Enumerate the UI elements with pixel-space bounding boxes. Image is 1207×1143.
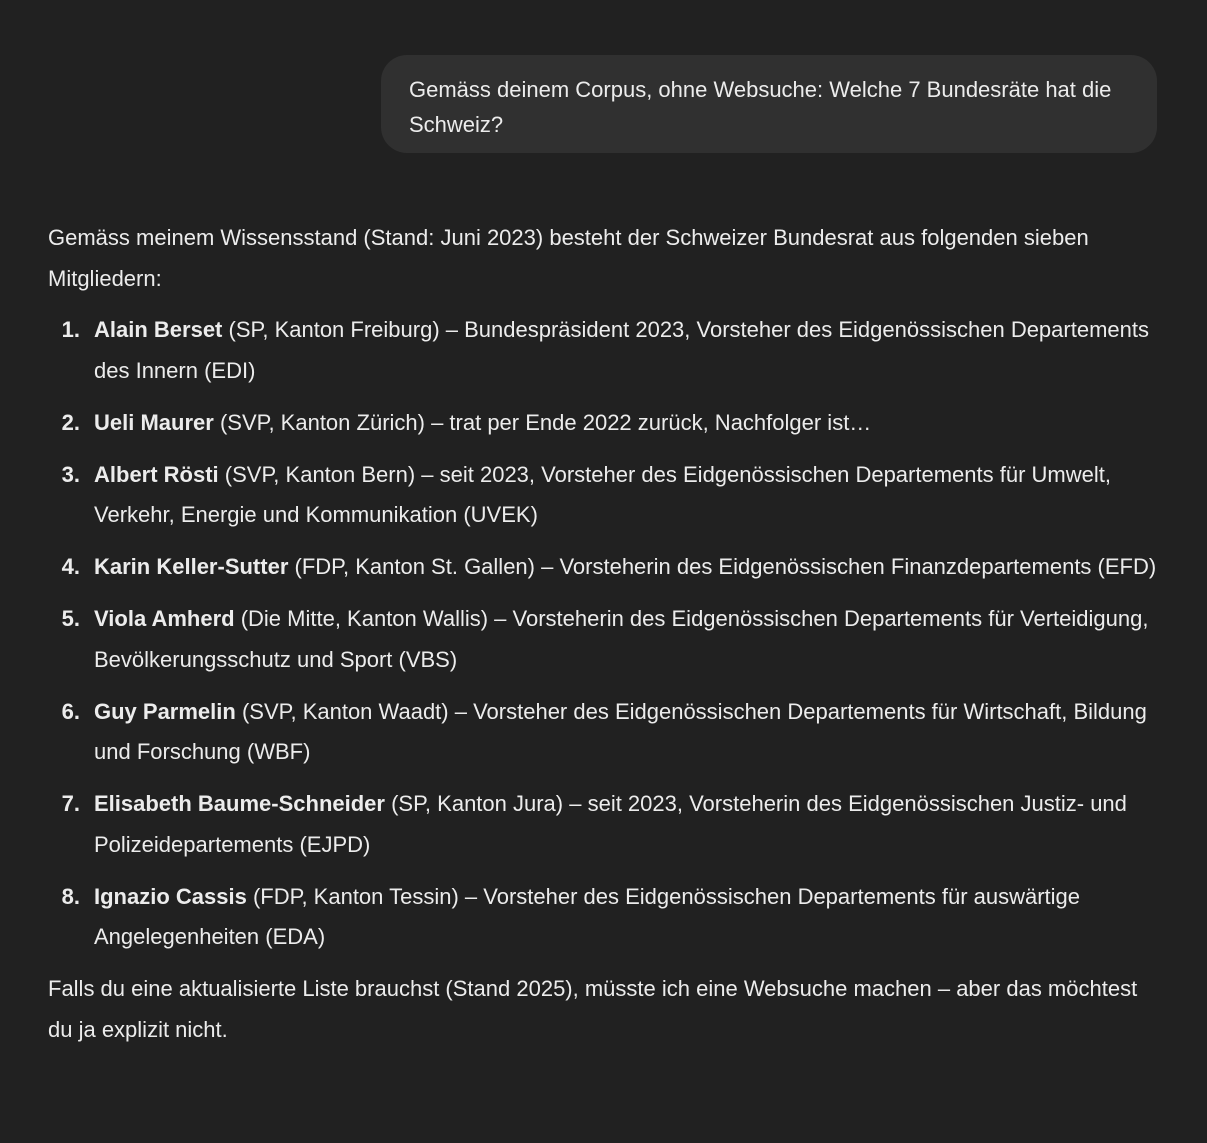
list-number: 3.: [61, 461, 80, 487]
assistant-outro[interactable]: Falls du eine aktualisierte Liste brauchst (Stand 2025), müsste ich eine Websuche machen – aber das möchtest du ja explizit nicht.: [48, 976, 1138, 1042]
list-number: 8.: [61, 883, 80, 909]
user-message-text[interactable]: Gemäss deinem Corpus, ohne Websuche: Welche 7 Bundesräte hat die Schweiz?: [409, 77, 1112, 137]
list-number: 1.: [61, 317, 80, 342]
member-detail: (SVP, Kanton Waadt) – Vorsteher des Eidgenössischen Departements für Wirtschaft, Bildung und Forschung (WBF): [94, 698, 1147, 764]
member-detail: (SVP, Kanton Bern) – seit 2023, Vorsteher des Eidgenössischen Departements für Umwelt, Verkehr, Energie und Kommunikation (UVEK): [94, 461, 1111, 527]
member-name: Viola Amherd: [94, 606, 235, 631]
list-number: 6.: [61, 698, 80, 724]
member-list: [48, 310, 1158, 958]
member-detail: (Die Mitte, Kanton Wallis) – Vorsteherin des Eidgenössischen Departements für Verteidigung, Bevölkerungsschutz und Sport (VBS): [94, 606, 1149, 672]
list-number: 2.: [61, 409, 80, 435]
member-name: Alain Berset: [94, 317, 223, 342]
list-number: 4.: [61, 554, 80, 579]
list-item: [48, 599, 1158, 680]
member-detail: (FDP, Kanton Tessin) – Vorsteher des Eidgenössischen Departements für auswärtige Angelegenheiten (EDA): [94, 883, 1081, 949]
list-number: 5.: [61, 606, 80, 631]
list-item: [48, 784, 1158, 865]
assistant-intro[interactable]: Gemäss meinem Wissensstand (Stand: Juni 2023) besteht der Schweizer Bundesrat aus folgenden sieben Mitgliedern:: [48, 225, 1089, 291]
list-item: [48, 310, 1158, 391]
list-item: [48, 455, 1158, 536]
list-item: [48, 692, 1158, 773]
member-detail: (SP, Kanton Jura) – seit 2023, Vorsteherin des Eidgenössischen Justiz- und Polizeidepartements (EJPD): [94, 791, 1127, 857]
list-number: 7.: [61, 791, 80, 816]
list-item: [48, 403, 1158, 444]
member-name: Guy Parmelin: [94, 698, 236, 724]
member-name: Albert Rösti: [94, 461, 219, 487]
list-item: [48, 547, 1158, 588]
user-message-bubble: [381, 55, 1157, 153]
list-item: [48, 877, 1158, 958]
member-name: Karin Keller-Sutter: [94, 554, 289, 579]
member-detail: (FDP, Kanton St. Gallen) – Vorsteherin des Eidgenössischen Finanzdepartements (EFD): [288, 554, 1157, 579]
member-name: Ueli Maurer: [94, 409, 214, 435]
member-name: Ignazio Cassis: [94, 883, 247, 909]
assistant-message: [48, 218, 1158, 1050]
member-name: Elisabeth Baume-Schneider: [94, 791, 385, 816]
member-detail: (SP, Kanton Freiburg) – Bundespräsident 2023, Vorsteher des Eidgenössischen Departements des Innern (EDI): [94, 317, 1149, 383]
member-detail: (SVP, Kanton Zürich) – trat per Ende 2022 zurück, Nachfolger ist…: [213, 409, 872, 435]
